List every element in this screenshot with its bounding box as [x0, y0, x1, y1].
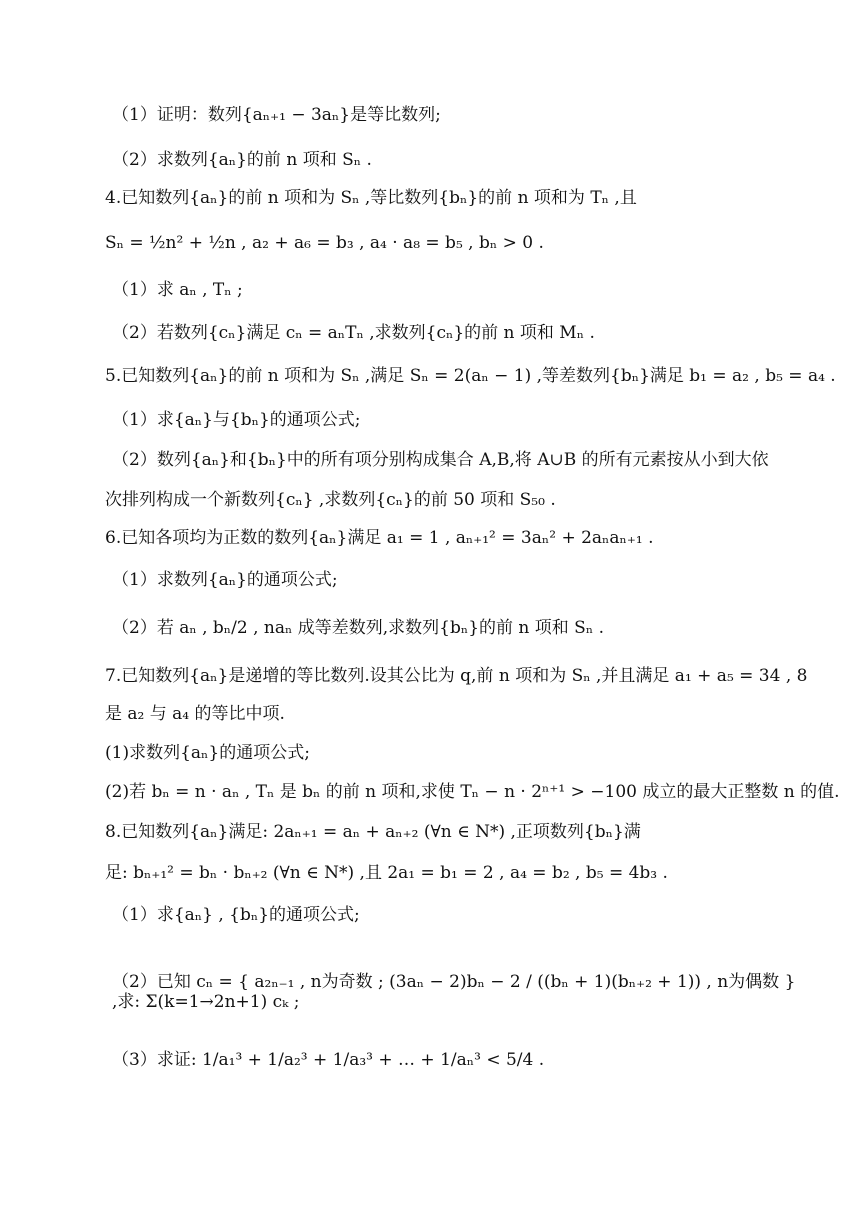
text-line: 5.已知数列{aₙ}的前 n 项和为 Sₙ ,满足 Sₙ = 2(aₙ − 1) ,等差数列{bₙ}满足 b₁ = a₂ , b₅ = a₄ . [105, 366, 836, 386]
text-line: （1）求{aₙ}与{bₙ}的通项公式; [112, 410, 361, 430]
text-line: 次排列构成一个新数列{cₙ} ,求数列{cₙ}的前 50 项和 S₅₀ . [105, 490, 556, 510]
text-line: （1）证明：数列{aₙ₊₁ − 3aₙ}是等比数列; [112, 105, 441, 125]
text-line: Sₙ = ½n² + ½n , a₂ + a₆ = b₃ , a₄ · a₈ = b₅ , bₙ > 0 . [105, 233, 544, 253]
text-line: 8.已知数列{aₙ}满足: 2aₙ₊₁ = aₙ + aₙ₊₂ (∀n ∈ N*) ,正项数列{bₙ}满 [105, 822, 641, 842]
text-line: 4.已知数列{aₙ}的前 n 项和为 Sₙ ,等比数列{bₙ}的前 n 项和为 Tₙ ,且 [105, 188, 637, 208]
text-line: （2）已知 cₙ = { a₂ₙ₋₁ , n为奇数 ; (3aₙ − 2)bₙ − 2 / ((bₙ + 1)(bₙ₊₂ + 1)) , n为偶数 } ,求: Σ(k=1→2n+1) cₖ ; [112, 972, 796, 1013]
text-line: （2）若数列{cₙ}满足 cₙ = aₙTₙ ,求数列{cₙ}的前 n 项和 Mₙ . [112, 323, 595, 343]
text-line: （2）若 aₙ , bₙ/2 , naₙ 成等差数列,求数列{bₙ}的前 n 项和 Sₙ . [112, 618, 604, 638]
text-line: (1)求数列{aₙ}的通项公式; [105, 743, 310, 763]
text-line: （3）求证: 1/a₁³ + 1/a₂³ + 1/a₃³ + … + 1/aₙ³ < 5/4 . [112, 1050, 545, 1070]
text-line: （2）数列{aₙ}和{bₙ}中的所有项分别构成集合 A,B,将 A∪B 的所有元素按从小到大依 [112, 450, 769, 470]
text-line: （1）求 aₙ , Tₙ ; [112, 280, 243, 300]
text-line: （2）求数列{aₙ}的前 n 项和 Sₙ . [112, 150, 372, 170]
text-line: (2)若 bₙ = n · aₙ , Tₙ 是 bₙ 的前 n 项和,求使 Tₙ − n · 2ⁿ⁺¹ > −100 成立的最大正整数 n 的值. [105, 782, 840, 802]
text-line: 7.已知数列{aₙ}是递增的等比数列.设其公比为 q,前 n 项和为 Sₙ ,并且满足 a₁ + a₅ = 34 , 8 [105, 666, 808, 686]
text-line: （1）求{aₙ} , {bₙ}的通项公式; [112, 905, 360, 925]
text-line: 是 a₂ 与 a₄ 的等比中项. [105, 704, 285, 724]
text-line: 6.已知各项均为正数的数列{aₙ}满足 a₁ = 1 , aₙ₊₁² = 3aₙ² + 2aₙaₙ₊₁ . [105, 528, 654, 548]
text-line: 足: bₙ₊₁² = bₙ · bₙ₊₂ (∀n ∈ N*) ,且 2a₁ = b₁ = 2 , a₄ = b₂ , b₅ = 4b₃ . [105, 863, 668, 883]
text-line: （1）求数列{aₙ}的通项公式; [112, 570, 338, 590]
